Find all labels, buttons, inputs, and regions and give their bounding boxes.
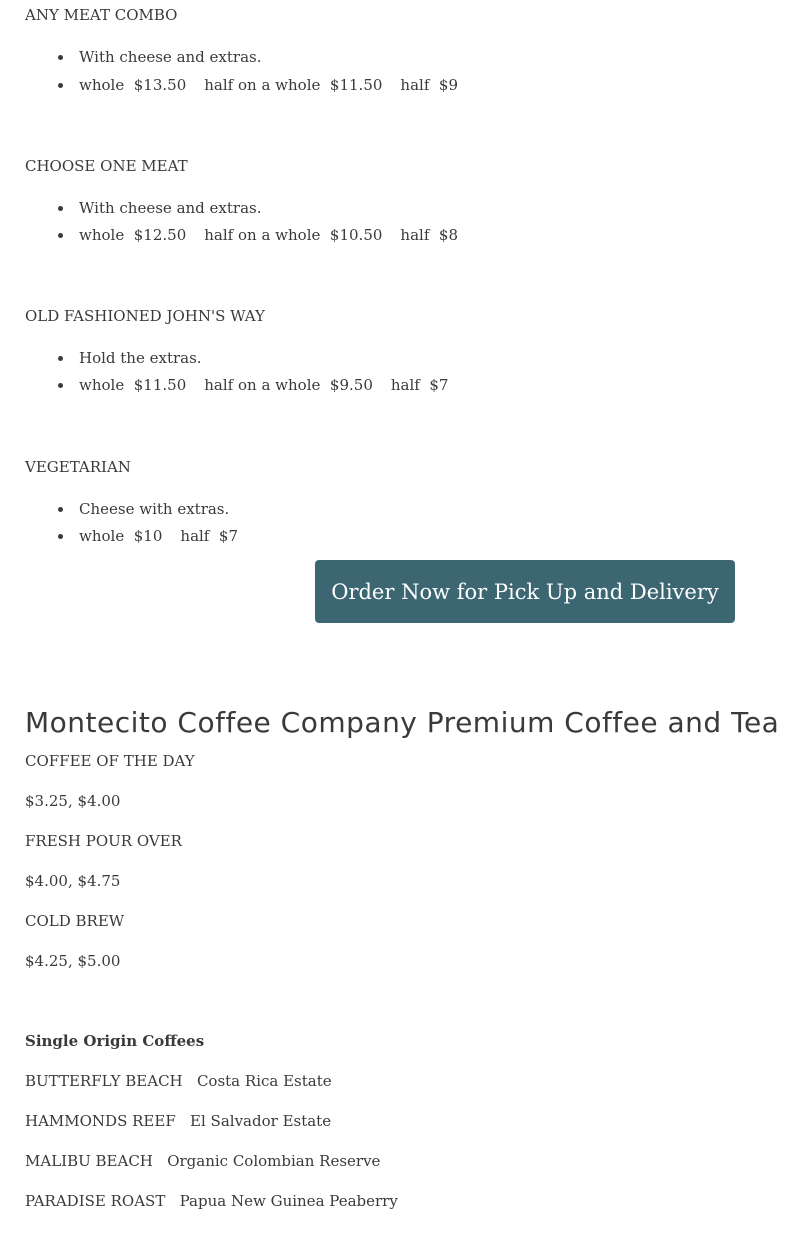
single-origin-heading: Single Origin Coffees xyxy=(25,1032,205,1050)
whole-price: $12.50 xyxy=(133,226,187,244)
menu-item-prices xyxy=(79,225,458,245)
half-price: $7 xyxy=(218,527,238,545)
half-on-whole-price: $10.50 xyxy=(329,226,383,244)
order-now-label: Order Now for Pick Up and Delivery xyxy=(331,579,719,604)
order-now-button[interactable] xyxy=(315,560,735,623)
half-label: half xyxy=(390,376,420,394)
menu-item-prices xyxy=(79,526,238,546)
half-price: $7 xyxy=(429,376,449,394)
menu-item-title: VEGETARIAN xyxy=(25,458,131,476)
coffee-section-title: Montecito Coffee Company Premium Coffee and Tea xyxy=(25,706,780,739)
menu-item-title: CHOOSE ONE MEAT xyxy=(25,157,188,175)
whole-label: whole xyxy=(79,226,125,244)
single-origin-item xyxy=(25,1111,331,1131)
single-origin-origin: Papua New Guinea Peaberry xyxy=(179,1192,398,1210)
half-on-whole-label: half on a whole xyxy=(204,226,321,244)
whole-price: $13.50 xyxy=(133,76,187,94)
single-origin-name: MALIBU BEACH xyxy=(25,1152,153,1170)
single-origin-name: HAMMONDS REEF xyxy=(25,1112,176,1130)
half-label: half xyxy=(400,76,430,94)
coffee-item-name: FRESH POUR OVER xyxy=(25,832,182,850)
whole-price: $10 xyxy=(133,527,163,545)
coffee-item-name: COLD BREW xyxy=(25,912,125,930)
menu-item-description: Cheese with extras. xyxy=(79,500,230,518)
half-on-whole-label: half on a whole xyxy=(204,376,321,394)
half-on-whole-price: $9.50 xyxy=(329,376,373,394)
coffee-item-price: $4.25, $5.00 xyxy=(25,952,121,970)
single-origin-origin: Organic Colombian Reserve xyxy=(167,1152,381,1170)
whole-label: whole xyxy=(79,527,125,545)
single-origin-origin: El Salvador Estate xyxy=(190,1112,332,1130)
menu-item-description: With cheese and extras. xyxy=(79,48,262,66)
single-origin-item xyxy=(25,1071,332,1091)
half-price: $9 xyxy=(438,76,459,94)
coffee-item-price: $3.25, $4.00 xyxy=(25,792,121,810)
single-origin-item xyxy=(25,1151,380,1171)
menu-item-title: ANY MEAT COMBO xyxy=(25,6,178,24)
menu-item-title: OLD FASHIONED JOHN'S WAY xyxy=(25,307,265,325)
menu-item-prices xyxy=(79,375,448,395)
menu-item-description: With cheese and extras. xyxy=(79,199,262,217)
half-price: $8 xyxy=(438,226,459,244)
single-origin-name: BUTTERFLY BEACH xyxy=(25,1072,183,1090)
whole-label: whole xyxy=(79,76,125,94)
half-label: half xyxy=(180,527,210,545)
whole-label: whole xyxy=(79,376,125,394)
half-on-whole-label: half on a whole xyxy=(204,76,321,94)
single-origin-origin: Costa Rica Estate xyxy=(196,1072,332,1090)
coffee-item-name: COFFEE OF THE DAY xyxy=(25,752,195,770)
menu-item-description: Hold the extras. xyxy=(79,349,202,367)
half-on-whole-price: $11.50 xyxy=(329,76,383,94)
menu-item-prices xyxy=(79,75,458,95)
coffee-item-price: $4.00, $4.75 xyxy=(25,872,121,890)
whole-price: $11.50 xyxy=(133,376,187,394)
single-origin-item xyxy=(25,1191,398,1211)
single-origin-name: PARADISE ROAST xyxy=(25,1192,166,1210)
half-label: half xyxy=(400,226,430,244)
